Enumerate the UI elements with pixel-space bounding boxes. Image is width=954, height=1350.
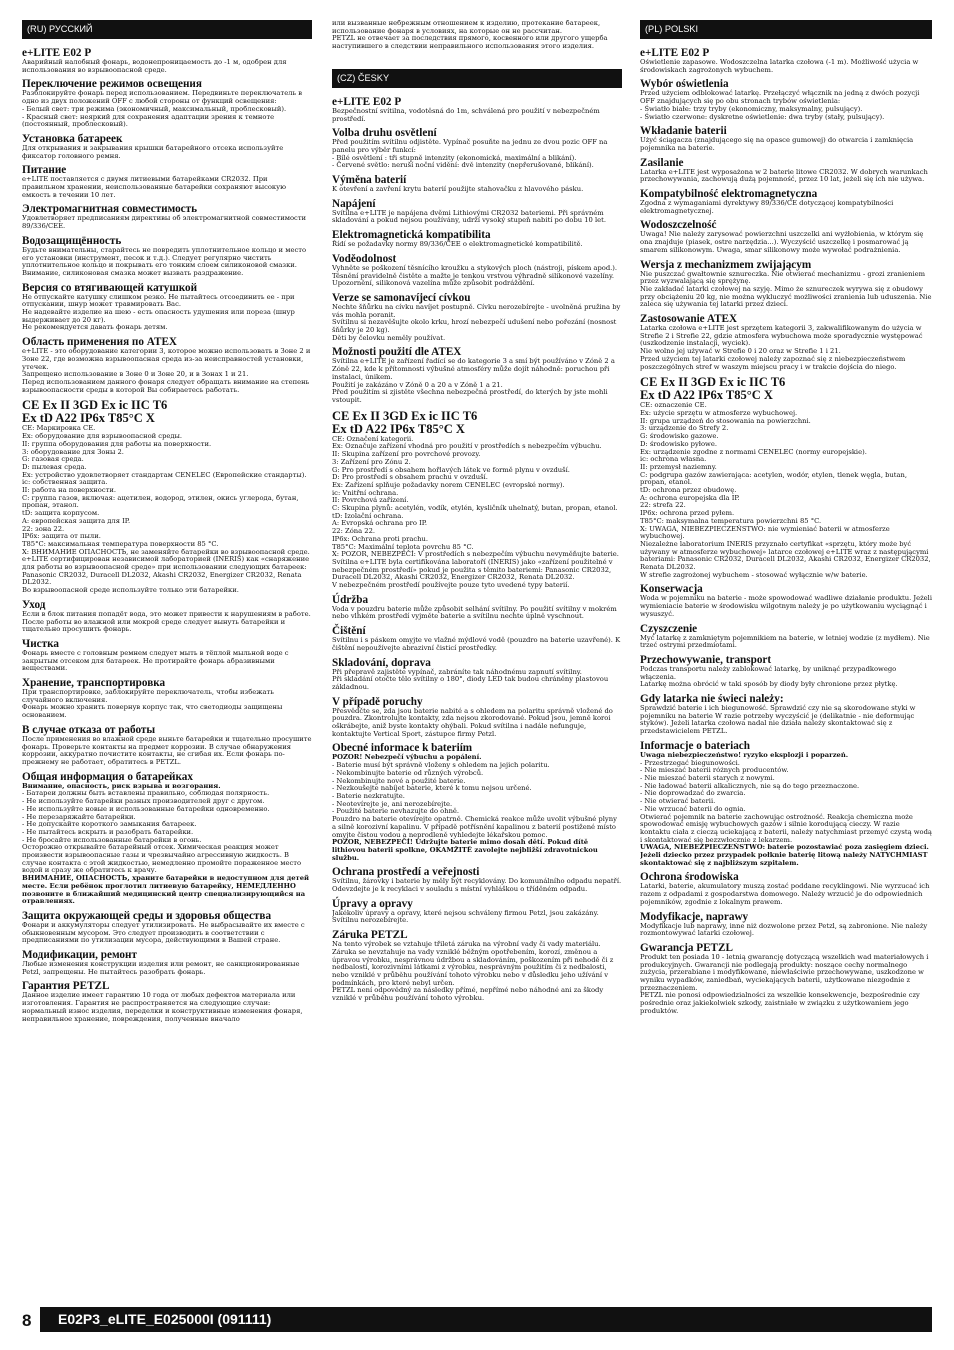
section-heading: Možnosti použití dle ATEX: [332, 346, 462, 359]
warning-text: POZOR, NEBEZPEČÍ! Udržujte baterie mimo dosah dětí. Pokud dítě lithiovou baterii spolkne, OKAMŽITĚ zavolejte nejbližší zdravotnickou službu.: [332, 838, 598, 862]
section-heading: Kompatybilność elektromagnetyczna: [640, 188, 818, 201]
section-heading: Гарантия PETZL: [22, 980, 110, 993]
continued-text: или вызванные небрежным отношением к изделию, протекание батареек, использование фонаря в условиях, на которые он не рассчитан. PETZL не отвечает за последствия прямого, косвенного или другого ущерба наступившего в следствии неправильного использования этого изделия.: [332, 20, 608, 51]
section-heading: Водозащищённость: [22, 234, 122, 247]
paragraph: CE: oznaczenie CE. Ex: użycie sprzętu w atmosferze wybuchowej. II: grupa urządzeń do stosowania na powierzchni. 3: urządzenie do Strefy 2. G: środowisko gazowe. D: środowisko pyłowe. Ex: urządzenie zgodne z normami CENELEC (normy europejskie). ic: ochrona własna. II: przemysł naziemny. C: podgrupa gazów zawierająca: acetylen, wodór, etylen, tlenek węgla, butan, propan, etanol. tD: ochrona przez obudowę. A: ochrona europejska dla IP. 22: strefa 22. IP6x: ochrona przed pyłem. T85°C: maksymalna temperatura powierzchni 85 °C. X: UWAGA, NIEBEZPIECZEŃSTWO: nie wymieniać baterii w atmosferze wybuchowej. Niezależne laboratorium INERIS przyznało certyfikat «sprzętu, który może być używany w atmosferze wybuchowej» latarce czołowej e+LITE wraz z następującymi bateriami: Panasonic CR2032, Duracell DL2032, Akashi CR2032, Energizer CR2032, Renata DL2032. W strefie zagrożonej wybuchem - stosować wyłącznie w/w baterie.: [640, 401, 931, 579]
section-heading: Wersja z mechanizmem zwijającym: [640, 258, 812, 271]
section-heading: Установка батареек: [22, 132, 123, 145]
page-number: 8: [22, 1311, 32, 1330]
section-heading: Модификации, ремонт: [22, 949, 137, 962]
language-header: (CZ) ČESKY: [332, 69, 622, 88]
paragraph: Будьте внимательны, старайтесь не повредить уплотнительное кольцо и место его установки (инструмент, песок и т.д.). Следует регулярно чистить уплотнительное кольцо и покрывать его тонким слоем силиконовой смазки. Внимание, силиконовая смазка может вызвать раздражение.: [22, 245, 307, 277]
section-heading: Электромагнитная совместимость: [22, 203, 198, 216]
section-heading: Защита окружающей среды и здоровья общества: [22, 909, 272, 922]
paragraph: Аварийный налобный фонарь, водонепроницаемость до -1 м, одобрен для использования во взрывоопасной среде.: [22, 58, 287, 74]
section-heading: CE Ex II 3GD Ex ic IIC T6 Ex tD A22 IP6x T85°C X: [640, 375, 786, 403]
paragraph: Vyhněte se poškození těsnícího kroužku a stykových ploch (nástroji, pískem apod.). Těsnění pravidelně čistěte a mažte je tenkou vrstvou výhradně silikonové vazelíny. Upozornění, silikonová vazelína může způsobit podráždění.: [332, 263, 618, 288]
section-heading: Питание: [22, 164, 67, 177]
section-heading: Wodoszczelność: [640, 219, 717, 232]
section-heading: Gwarancja PETZL: [640, 941, 733, 954]
language-header: (RU) РУССКИЙ: [22, 20, 312, 39]
section-heading: Voděodolnost: [332, 252, 397, 265]
section-heading: Skladování, doprava: [332, 656, 431, 669]
paragraph: Řídí se požadavky normy 89/336/CEE o elektromagnetické kompatibilitě.: [332, 240, 583, 249]
paragraph: Před použitím svítilnu odjistěte. Vypínač posuňte na jednu ze dvou pozic OFF na panelu pro výběr funkcí: - Bílé osvětlení : tři stupně intenzity (ekonomická, maximální a blikání). - Červené světlo: neruší noční vidění: dvě intenzity (nepřerušované, blikání).: [332, 138, 608, 170]
paragraph: Podczas transportu należy zablokować latarkę, by uniknąć przypadkowego włączenia. Latarkę można obrócić w taki sposób by diody były chronione przez płytkę.: [640, 664, 898, 689]
section-heading: Volba druhu osvětlení: [332, 127, 437, 140]
section-heading: Elektromagnetická kompatibilita: [332, 229, 491, 242]
warning-text: UWAGA, NIEBEZPIECZEŃSTWO: baterie pozostawiać poza zasięgiem dzieci. Jeżeli dziecko przez przypadek połknie baterię litową należy NATYCHMIAST skontaktować się z najbliższym szpitalem.: [640, 843, 929, 867]
section-heading: Wybór oświetlenia: [640, 78, 729, 91]
paragraph: Produkt ten posiada 10 - letnią gwarancję dotyczącą wszelkich wad materiałowych i produkcyjnych. Gwarancji nie podlegają produkty: noszące cechy normalnego zużycia, przerabiane i modyfikowane, niewłaściwie przechowywane, uszkodzone w wyniku wypadków, zaniedbań, wyciekających baterii, użytkowane niezgodnie z przeznaczeniem. PETZL nie ponosi odpowiedzialności za wszelkie konsekwencje, bezpośrednie czy pośrednie oraz jakiekolwiek szkody, zaistniałe w związku z użytkowaniem jego produktów.: [640, 952, 929, 1015]
section-heading: Ochrona środowiska: [640, 871, 739, 884]
warning-text: Внимание, опасность, риск взрыва и возгорания.: [22, 781, 221, 790]
section-heading: Záruka PETZL: [332, 929, 408, 942]
paragraph: После применения во влажной среде выньте батарейки и тщательно просушите фонарь. Проверьте контакты на предмет коррозии. В случае обнаружения коррозии, аккуратно почистите контакты, не сгибая их. Если фонарь по-прежнему не работает, обратитесь в PETZL.: [22, 734, 312, 766]
section-heading: Napájení: [332, 197, 376, 210]
section-heading: e+LITE E02 P: [22, 47, 92, 59]
document-code: E02P3_eLITE_E025000I (091111): [58, 1311, 272, 1327]
column-polish: [640, 20, 932, 1016]
section-heading: Чистка: [22, 637, 59, 650]
section-heading: Версия со втягивающей катушкой: [22, 281, 198, 294]
column-czech: [332, 20, 622, 1003]
paragraph: Svítilnu i s páskem omyjte ve vlažné mýdlové vodě (pouzdro na baterie uzavřené). K čištění nepoužívejte abrazivní čisticí prostředky.: [332, 636, 621, 652]
paragraph: Latarka e+LITE jest wyposażona w 2 baterie litowe CR2032. W dobrych warunkach przechowywania, zachowują dużą pojemność, przez 10 lat, jeżeli się ich nie używa.: [640, 167, 928, 184]
paragraph: Удовлетворяет предписаниям директивы об электромагнитной совместимости 89/336/CEE.: [22, 214, 307, 231]
language-header: (PL) POLSKI: [640, 20, 932, 39]
section-heading: Gdy latarka nie świeci należy:: [640, 693, 784, 706]
section-heading: Úpravy a opravy: [332, 897, 413, 910]
section-heading: Modyfikacje, naprawy: [640, 910, 749, 923]
section-heading: Čištění: [332, 625, 366, 638]
paragraph: e+LITE - это оборудование категории 3, которое можно использовать в Зоне 2 и Зоне 22, где возможна взрывоопасная среда из-за неисправностей установки, утечек. Запрещено использование в Зоне 0 и Зоне 20, и в Зонах 1 и 21. Перед использованием данного фонаря следует обращать внимание на степень взрывоопасности среды в которой Вы собираетесь работать.: [22, 347, 311, 394]
section-heading: Verze se samonavíjecí cívkou: [332, 291, 471, 304]
section-heading: Czyszczenie: [640, 622, 698, 635]
section-heading: Zasilanie: [640, 156, 684, 169]
warning-text: ВНИМАНИЕ, ОПАСНОСТЬ, храните батарейки в недоступном для детей месте. Если ребёнок проглотил литиевую батарейку, НЕМЕДЛЕННО позвоните в ближайший медицинский центр специализирующийся на отравлениях.: [22, 874, 310, 906]
paragraph: Voda v pouzdru baterie může způsobit selhání svítilny. Po použití svítilny v mokrém nebo vlhkém prostředí vyjměte baterie a svítilnu nechte úplně vyschnout.: [332, 604, 617, 621]
paragraph: Разблокируйте фонарь перед использованием. Передвиньте переключатель в одно из двух положений OFF с любой стороны от функций освещения: - Белый свет: три режима (экономичный, максимальный, проблесковый). - Красный свет: неяркий для сохранения адаптации зрения к темноте (постоянный, проблесковый).: [22, 89, 303, 129]
column-russian: [22, 20, 312, 1023]
paragraph: Przed użyciem odblokować latarkę. Przełączyć włącznik na jedną z dwóch pozycji OFF znajdujących się po obu stronach trybów oświetlenia: - Światło białe: trzy tryby (ekonomiczny, maksymalny, pulsujący). - Światło czerwone: dyskretne oświetlenie: dwa tryby (stały, pulsujący).: [640, 89, 920, 121]
section-heading: Область применения по ATEX: [22, 336, 178, 349]
paragraph: Фонарь вместе с головным ремнем следует мыть в тёплой мыльной воде с закрытым отсеком для батареек. Не протирайте фонарь абразивными веществами.: [22, 648, 289, 673]
paragraph: Zgodna z wymaganiami dyrektywy 89/336/CE dotyczącej kompatybilności elektromagnetycznej.: [640, 199, 894, 215]
section-heading: Obecné informace k bateriím: [332, 742, 473, 755]
paragraph: Svítilna e+LITE je zařízení řadící se do kategorie 3 a smí být používáno v Zóně 2 a Zóně 22, kde k přítomnosti výbušné atmosféry může dojít náhodně: poruchou při instalaci, únikem. Použití je zakázáno v Zóně 0 a 20 a v Zóně 1 a 21. Před použitím si zjistěte všechna nebezpečná prostředí, do kterých by jste mohli vstoupit.: [332, 357, 615, 404]
paragraph: Nie puszczać gwałtownie sznureczka. Nie otwierać mechanizmu - grozi zranieniem przez wyzwalającą się sprężynę. Nie zakładać latarki czołowej na szyję. Mimo że sznureczek wyrywa się z obudowy przy obciążeniu 20 kg, nie można wykluczyć możliwości zranienia lub uduszenia. Nie zaleca się używania tej latarki przez dzieci.: [640, 269, 932, 309]
section-heading: CE Ex II 3GD Ex ic IIC T6 Ex tD A22 IP6x T85°C X: [22, 398, 168, 426]
paragraph: Nechte šňůrku na cívku navíjet postupně. Cívku nerozebírejte - uvolněná pružina by vás mohla poranit. Svítilnu si nezavěšujte okolo krku, hrozí nebezpečí udušení nebo pořezání (nosnost šňůrky je 20 kg). Děti by čelovku neměly používat.: [332, 302, 621, 342]
section-heading: Przechowywanie, transport: [640, 653, 772, 666]
paragraph: Myć latarkę z zamkniętym pojemnikiem na baterie, w letniej wodzie (z mydłem). Nie trzeć ostrymi przedmiotami.: [640, 633, 930, 650]
paragraph: Любые изменения конструкции изделия или ремонт, не санкционированные Petzl, запрещены. Не пытайтесь разобрать фонарь.: [22, 960, 300, 976]
paragraph: Přesvědčte se, zda jsou baterie nabité a s ohledem na polaritu správně vložené do pouzdra. Zkontrolujte kontakty, zda nejsou zkorodované. Pokud jsou, jemně koroi oškrábejte, aniž byste kontakty ohýbali. Pokud svítilna i nadále nefunguje, kontaktujte Vertical Sport, zástupce firmy Petzl.: [332, 706, 613, 738]
paragraph: Svítilnu, žárovky i baterie by měly být recyklovány. Do komunálního odpadu nepatří. Odevzdejte je k recyklaci v souladu s místní vyhláškou o tříděném odpadu.: [332, 877, 622, 894]
section-heading: Переключение режимов освещения: [22, 78, 202, 91]
paragraph: Uwaga! Nie należy zarysować powierzchni uszczelki ani wyżłobienia, w którym się ona znajduje (piasek, ostre narzędzia...). Wyczyścić uszczelkę i posmarować ją smarem silikonowym. Uwaga, smar silikonowy może wywołać podrażnienia.: [640, 230, 924, 254]
paragraph: Для открывания и закрывания крышки батарейного отсека используйте фиксатор головного ремня.: [22, 143, 284, 160]
paragraph: Latarka czołowa e+LITE jest sprzętem kategorii 3, zakwalifikowanym do użycia w Strefie 2 i Strefie 22, gdzie atmosfera wybuchowa może sporadycznie występować (uszkodzenie instalacji, wyciek). Nie wolno jej używać w Strefie 0 i 20 oraz w Strefie 1 i 21. Przed użyciem tej latarki czołowej należy zapoznać się z niebezpieczeństwem poszczególnych stref w waszym miejscu pracy i w trakcie dojścia do niego.: [640, 324, 923, 371]
paragraph: Woda w pojemniku na baterie - może spowodować wadliwe działanie produktu. Jeżeli wymieniacie baterie w środowisku wilgotnym należy je po użytkowaniu wyciągnąć i wysuszyć.: [640, 594, 932, 618]
section-heading: e+LITE E02 P: [332, 95, 402, 108]
paragraph: Sprawdzić baterie i ich biegunowość. Sprawdzić czy nie są skorodowane styki w pojemniku na baterie W razie potrzeby wyczyścić je (delikatnie - nie deformując styków). Jeżeli latarka czołowa nadal nie działa należy skontaktować się z przedstawicielem PETZL.: [640, 704, 916, 736]
paragraph: Latarki, baterie, akumulatory muszą zostać poddane recyklingowi. Nie wyrzucać ich razem z odpadami z gospodarstwa domowego. Należy wrzucić je do odpowiednich pojemników, zgodnie z lokalnym prawem.: [640, 882, 930, 906]
paragraph: - Батареи должны быть вставлены правильно, соблюдая полярность. - Не используйте батарейки разных производителей друг с другом. - Не используйте новые и использованные батарейки одновременно. - Не перезаряжайте батарейки. - Не допускайте короткого замыкания батареек. - Не пытайтесь вскрыть и разобрать батарейки. - Не бросайте использованные батарейки в огонь. Осторожно открывайте батарейный отсек. Химическая реакция может произвести взрывоопасные газы и чрезвычайно агрессивную жидкость. В случае контакта с этой жидкостью, немедленно промойте пораженное место водой и сразу же обратитесь к врачу.: [22, 789, 302, 875]
paragraph: e+LITE поставляется с двумя литиевыми батарейками CR2032. При правильном хранении, неиспользованные батарейки сохраняют высокую емкость в течении 10 лет.: [22, 175, 286, 199]
section-heading: Общая информация о батарейках: [22, 770, 193, 783]
paragraph: CE: Označení kategorii. Ex: Označuje zařízení vhodná pro použití v prostředích s nebezpečím výbuchu. II: Skupina zařízení pro povrchové provozy. 3: Zařízení pro Zónu 2. G: Pro prostředí s obsahem hořlavých látek ve formě plynu v ovzduší. D: Pro prostředí s obsahem prachu v ovzduší. Ex: Zařízení splňuje požadavky norem CENELEC (evropské normy). ic: Vnitřní ochrana. II: Povrchová zařízení. C: Skupina plynů: acetylén, vodík, etylén, kysličník uhelnatý, butan, propan, etanol. tD: Izolační ochrana. A: Evropská ochrana pro IP. 22: Zóna 22. IP6x: Ochrana proti prachu. T85°C: Maximální teplota povrchu 85 °C. X: POZOR, NEBEZPEČÍ: V prostředích s nebezpečím výbuchu nevyměňujte baterie. Svítilna e+LITE byla certifikována laboratoří (INERIS) jako «zařízení použitelné v nebezpečném prostředí» pokud je použita s těmito bateriemi: Panasonic CR2032, Duracell DL2032, Akashi CR2032, Energizer CR2032, Renata DL2032. V nebezpečném prostředí používejte pouze tyto uvedené typy baterií.: [332, 434, 619, 590]
paragraph: Při přepravě zajistěte vypínač, zabráníte tak náhodnému zapnutí svítilny. Při skladání otočte tělo svítilny o 180°, diody LED tak budou chráněny plastovou základnou.: [332, 667, 609, 691]
section-heading: В случае отказа от работы: [22, 723, 156, 736]
section-heading: Konserwacja: [640, 583, 703, 596]
section-heading: Хранение, транспортировка: [22, 677, 166, 690]
section-heading: Уход: [22, 598, 46, 611]
paragraph: K otevření a zavření krytu baterií použijte stahovačku z hlavového pásku.: [332, 185, 584, 194]
paragraph: CE: Маркировка CE. Ex: оборудование для взрывоопасной среды. II: группа оборудования для работы на поверхности. 3: оборудование для Зоны 2. G: газовая среда. D: пылевая среда. Ex: устройство удовлетворяет стандартам CENELEC (Европейские стандарты). ic: собственная защита. II: работа на поверхности. C: группа газов, включая: ацетилен, водород, этилен, окись углерода, бутан, пропан, этанол. tD: защита корпусом. A: европейская защита для IP. 22: зона 22. IP6x: защита от пыли. T85°C: максимальная температура поверхности 85 °C. X: ВНИМАНИЕ ОПАСНОСТЬ, не заменяйте батарейки во взрывоопасной среде. e+LITE сертифицирован независимой лабораторией (INERIS) как «снаряжение для работы во взрывоопасной среде» при использовании следующих батареек: Panasonic CR2032, Duracell DL2032, Akashi CR2032, Energizer CR2032, Renata DL2032. Во взрывоопасной среде используйте только эти батарейки.: [22, 424, 310, 595]
section-heading: Údržba: [332, 593, 369, 606]
warning-text: Uwaga niebezpieczeństwo! ryzyko eksplozji i poparzeń.: [640, 750, 849, 759]
section-heading: Informacje o bateriach: [640, 739, 750, 752]
section-heading: Wkładanie baterii: [640, 125, 727, 138]
paragraph: Если в блок питания попадёт вода, это может привести к нарушениям в работе. После работы во влажной или мокрой среде следует вынуть батарейки и тщательно просушить фонарь.: [22, 609, 311, 634]
section-heading: Výměna baterií: [332, 174, 407, 187]
paragraph: Не отпускайте катушку слишком резко. Не пытайтесь отсоединить ее - при отпускании, шнур может травмировать Вас. Не надевайте изделие на шею - есть опасность удушения или пореза (шнур выдерживает до 20 кг). Не рекомендуется давать фонарь детям.: [22, 292, 295, 332]
section-heading: CE Ex II 3GD Ex ic IIC T6 Ex tD A22 IP6x T85°C X: [332, 408, 478, 436]
section-heading: e+LITE E02 P: [640, 47, 710, 59]
section-heading: Zastosowanie ATEX: [640, 313, 738, 326]
paragraph: Svítilna e+LITE je napájena dvěmi Lithiovými CR2032 bateriemi. Při správném skladování a pokud nejsou používány, udrží vysoký stupeň nabití po dobu 10 let.: [332, 208, 607, 225]
paragraph: - Baterie musí být správně vloženy s ohledem na jejich polaritu. - Nekombinujte baterie od různých výrobců. - Nekombinujte nové a použité baterie. - Nezkoušejte nabíjet baterie, které k tomu nejsou určené. - Baterie nezkratujte. - Neotevírejte je, ani nerozebírejte. - Použité baterie nevhazujte do ohně. Pouzdro na baterie otevírejte opatrně. Chemická reakce může uvolit výbušné plyny a silně korozivní kapalinu. V případě potřísnění kapalinou z baterií postižené místo omyjte čistou vodou a neprodleně vyhledejte lékařskou pomoc.: [332, 761, 617, 839]
paragraph: Данное изделие имеет гарантию 10 года от любых дефектов материала или изготовления. Гарантия не распространяется на следующие случаи: нормальный износ изделия, переделки и конструктивные изменения фонаря, неправильное хранение, повреждения, полученные вначало: [22, 991, 303, 1023]
section-heading: V případě poruchy: [332, 695, 423, 708]
section-heading: Ochrana prostředí a veřejnosti: [332, 866, 480, 879]
paragraph: Oświetlenie zapasowe. Wodoszczelna latarka czołowa (-1 m). Możliwość użycia w środowiskach zagrożonych wybuchem.: [640, 58, 919, 74]
paragraph: Bezpečnostní svítilna, vodotěsná do 1m, schválená pro použití v nebezpečném prostředí.: [332, 106, 600, 123]
paragraph: Фонари и аккумуляторы следует утилизировать. Не выбрасывайте их вместе с обыкновенным мусором. Это следует производить в соответствии с предписаниями по утилизации мусора, действующими в Вашей стране.: [22, 920, 305, 945]
paragraph: Modyfikacje lub naprawy, inne niż dozwolone przez Petzl, są zabronione. Nie należy rozmontowywać latarki czołowej.: [640, 921, 928, 938]
warning-text: POZOR! Nebezpečí výbuchu a popálení.: [332, 753, 482, 762]
paragraph: Jakékoliv úpravy a opravy, které nejsou schváleny firmou Petzl, jsou zakázány. Svítilnu nerozebírejte.: [332, 908, 599, 925]
paragraph: Na tento výrobek se vztahuje třiletá záruka na výrobní vady či vady materiálu. Záruka se nevztahuje na vady vzniklé běžným opotřebením, korozí, změnou a úpravou výrobku, nesprávnou údržbou a skladováním, poškozením při nehodě či z nedbalosti, korozivními látkami z výrobku, nesprávným použitím či z nedbalosti, nebo vzniklé v průběhu používání tohoto výrobku nebo v důsledku jeho užívání v podmínkách, pro které nebyl určen. PETZL není odpovědný za následky přímé, nepřímé nebo náhodné ani za škody vzniklé v průběhu používání tohoto výrobku.: [332, 940, 614, 1003]
paragraph: Użyć ściągacza (znajdującego się na opasce gumowej) do otwarcia i zamknięcia pojemnika na baterie.: [640, 136, 914, 152]
paragraph: При транспортировке, заблокируйте переключатель, чтобы избежать случайного включения. Фонарь можно хранить повернув корпус так, что светодиоды защищены основанием.: [22, 688, 283, 720]
paragraph: - Przestrzegać biegunowości. - Nie mieszać baterii różnych producentów. - Nie mieszać baterii starych z nowymi. - Nie ładować baterii alkalicznych, nie są do tego przeznaczone. - Nie doprowadzać do zwarcia. - Nie otwierać baterii. - Nie wrzucać baterii do ognia. Otwierać pojemnik na baterie zachowując ostrożność. Reakcja chemiczna może spowodować emisję wybuchowych gazów i silnie korodującą cieczy. W razie kontaktu ciała z cieczą uciekającą z baterii, należy natychmiast przemyć czystą wodą i skontaktować się bezzwłocznie z lekarzem.: [640, 758, 932, 844]
